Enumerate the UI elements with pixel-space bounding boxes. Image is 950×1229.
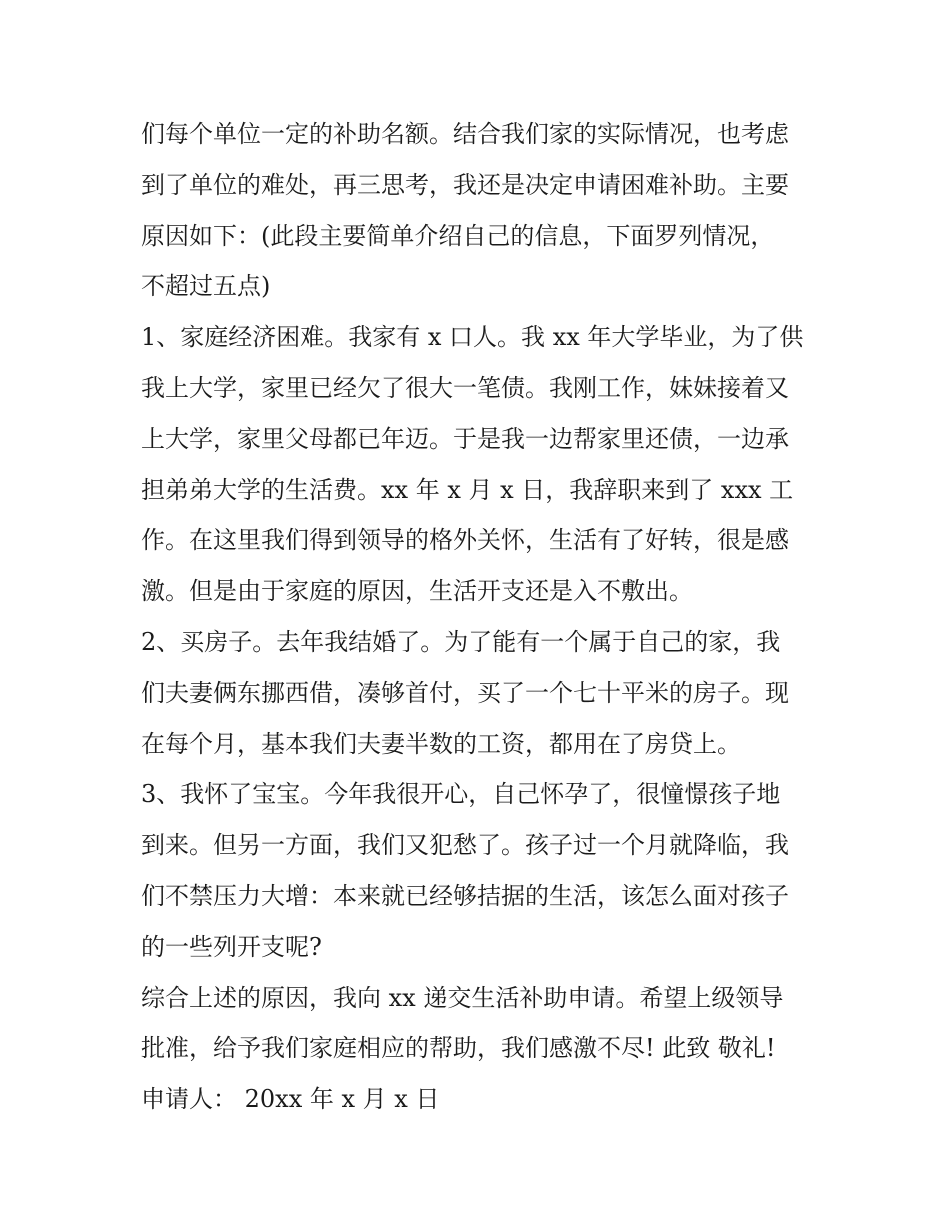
text-line: 到了单位的难处，再三思考，我还是决定申请困难补助。主要 bbox=[141, 170, 789, 199]
text-line: 们不禁压力大增：本来就已经够拮据的生活，该怎么面对孩子 bbox=[141, 881, 789, 910]
text-line: 在每个月，基本我们夫妻半数的工资，都用在了房贷上。 bbox=[141, 729, 741, 758]
text-line: 2、买房子。去年我结婚了。为了能有一个属于自己的家，我 bbox=[141, 627, 781, 656]
text-line: 激。但是由于家庭的原因，生活开支还是入不敷出。 bbox=[141, 577, 693, 606]
document-body bbox=[141, 109, 831, 1125]
signature-line: 申请人： 20xx 年 x 月 x 日 bbox=[141, 1085, 440, 1114]
text-line: 上大学，家里父母都已年迈。于是我一边帮家里还债，一边承 bbox=[141, 424, 789, 453]
text-line: 作。在这里我们得到领导的格外关怀，生活有了好转，很是感 bbox=[141, 526, 789, 555]
text-line: 的一些列开支呢? bbox=[141, 932, 322, 961]
text-line: 到来。但另一方面，我们又犯愁了。孩子过一个月就降临，我 bbox=[141, 831, 789, 860]
text-line: 1、家庭经济困难。我家有 x 口人。我 xx 年大学毕业，为了供 bbox=[141, 323, 804, 352]
text-line: 批准，给予我们家庭相应的帮助，我们感激不尽! 此致 敬礼! bbox=[141, 1034, 776, 1063]
text-line: 综合上述的原因，我向 xx 递交生活补助申请。希望上级领导 bbox=[141, 983, 784, 1012]
text-line: 我上大学，家里已经欠了很大一笔债。我刚工作，妹妹接着又 bbox=[141, 373, 789, 402]
text-line: 们每个单位一定的补助名额。结合我们家的实际情况，也考虑 bbox=[141, 120, 789, 148]
text-line: 们夫妻俩东挪西借，凑够首付，买了一个七十平米的房子。现 bbox=[141, 678, 789, 707]
text-line: 3、我怀了宝宝。今年我很开心，自己怀孕了，很憧憬孩子地 bbox=[141, 780, 781, 809]
text-line: 原因如下：(此段主要简单介绍自己的信息，下面罗列情况， bbox=[141, 221, 775, 250]
text-line: 不超过五点) bbox=[141, 272, 271, 301]
text-line: 担弟弟大学的生活费。xx 年 x 月 x 日，我辞职来到了 xxx 工 bbox=[141, 475, 794, 504]
